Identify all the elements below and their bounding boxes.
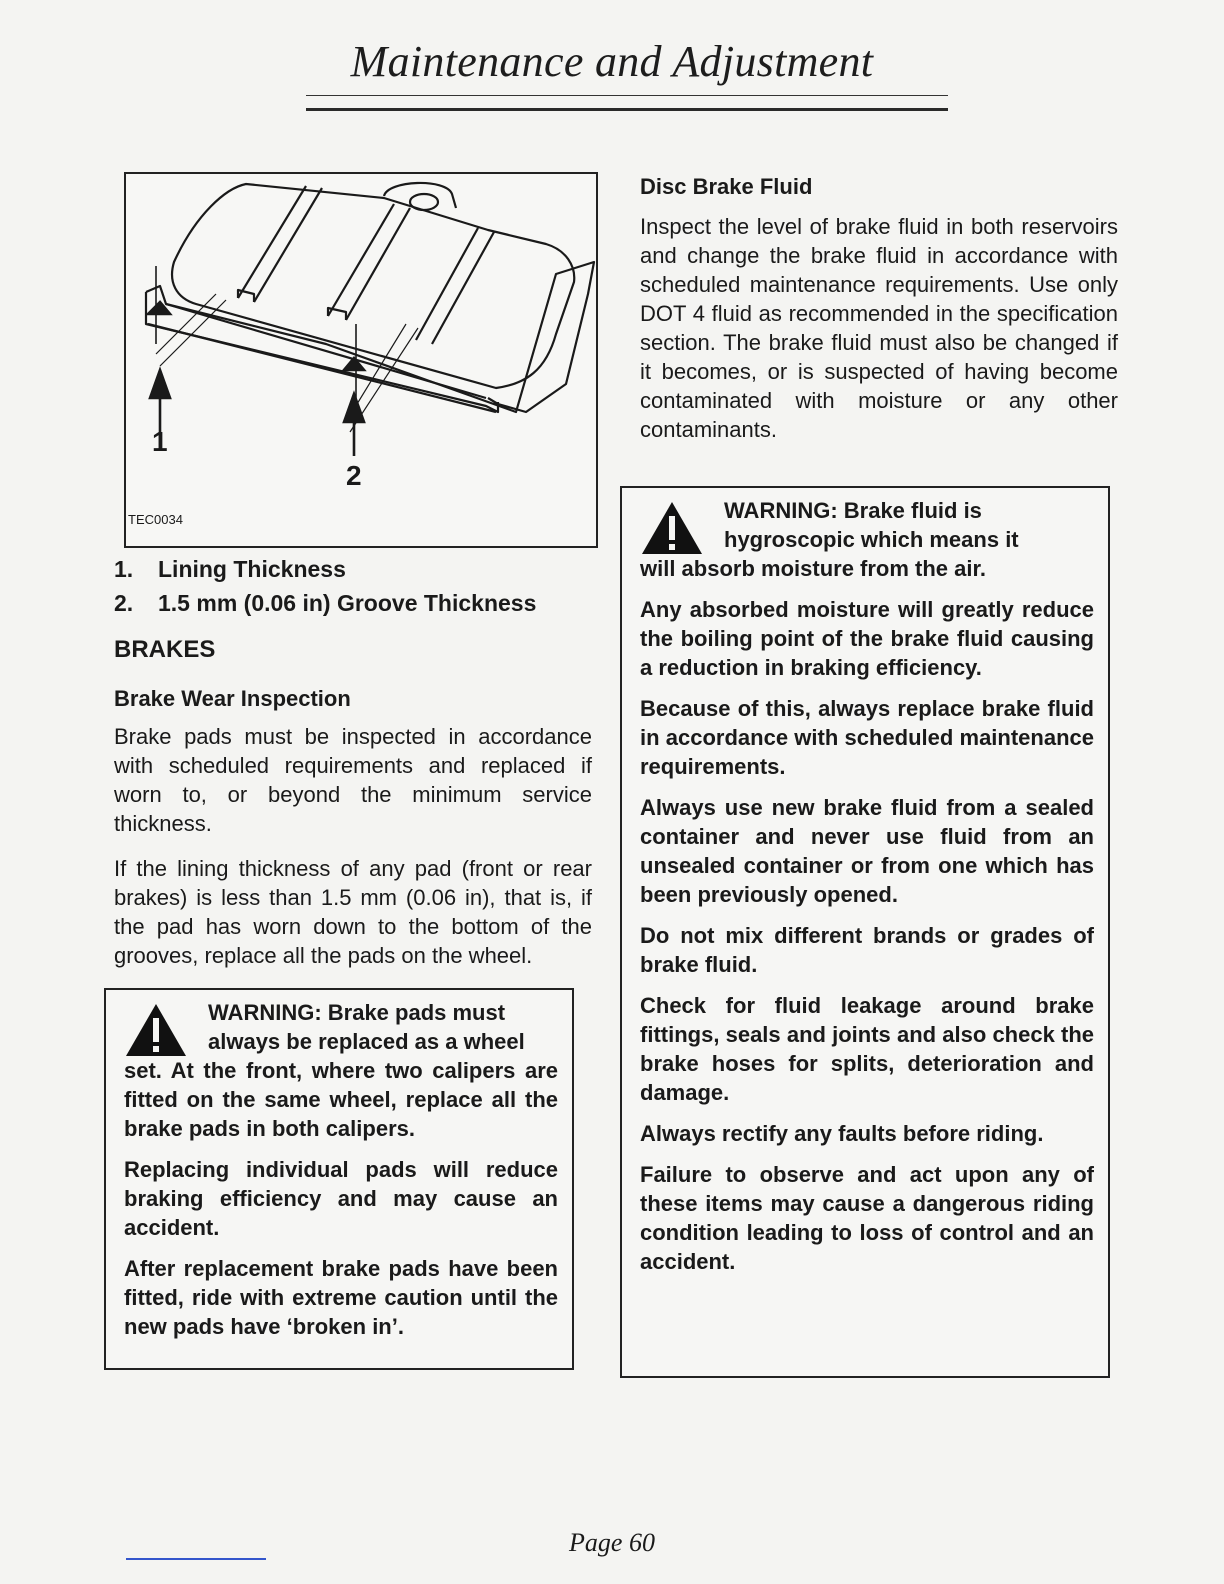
warning-heading-cont: always be replaced as a wheel (208, 1029, 525, 1054)
section-title-brakes: BRAKES (114, 636, 216, 663)
figure-captions (114, 552, 592, 620)
warning-paragraph: After replacement brake pads have been fitted, ride with extreme caution until the new pads have ‘broken in’. (124, 1256, 558, 1339)
warning-paragraph: Check for fluid leakage around brake fittings, seals and joints and also check the brake hoses for splits, deterioration and damage. (640, 993, 1094, 1105)
warning-paragraph: Replacing individual pads will reduce braking efficiency and may cause an accident. (124, 1157, 558, 1240)
figure-code: TEC0034 (128, 512, 183, 527)
warning-paragraph: Do not mix different brands or grades of brake fluid. (640, 923, 1094, 977)
warning-paragraph: Always rectify any faults before riding. (640, 1121, 1044, 1146)
paragraph: If the lining thickness of any pad (front or rear brakes) is less than 1.5 mm (0.06 in), that is, if the pad has worn down to the bottom of the grooves, replace all the pads on the wheel. (114, 856, 592, 968)
warning-heading: WARNING: Brake pads must (208, 1000, 506, 1025)
subsection-title-fluid: Disc Brake Fluid (640, 174, 813, 199)
caption-text: Lining Thickness (158, 556, 346, 582)
callout-2: 2 (346, 460, 362, 491)
warning-paragraph: Always use new brake fluid from a sealed container and never use fluid from an unsealed container or from one which has been previously opened. (640, 795, 1094, 907)
warning-box-brake-fluid (620, 486, 1110, 1378)
header-rule-thin (306, 95, 948, 96)
header-rule-thick (306, 108, 948, 111)
subsection-title-wear: Brake Wear Inspection (114, 686, 351, 711)
caption-number: 2. (114, 590, 134, 616)
warning-text: set. At the front, where two calipers are fitted on the same wheel, replace all the brake pads in both calipers. (124, 1058, 558, 1141)
brake-pad-figure (124, 172, 598, 548)
caption-item (114, 586, 592, 620)
warning-box-brake-pads (104, 988, 574, 1370)
page-number: Page 60 (569, 1528, 655, 1557)
right-column (640, 174, 1118, 444)
warning-intro (640, 496, 1094, 583)
warning-heading: WARNING: Brake fluid is (724, 498, 982, 523)
warning-triangle-icon (124, 1002, 188, 1065)
warning-intro (124, 998, 558, 1143)
warning-heading-cont: hygroscopic which means it (724, 527, 1019, 552)
page-header-title: Maintenance and Adjustment (350, 37, 874, 86)
paragraph: Brake pads must be inspected in accordance with scheduled requirements and replaced if worn to, or beyond the minimum service thickness. (114, 724, 592, 836)
left-column (114, 636, 592, 970)
caption-text: 1.5 mm (0.06 in) Groove Thickness (158, 590, 537, 616)
caption-item (114, 552, 592, 586)
warning-paragraph: Failure to observe and act upon any of these items may cause a dangerous riding condition leading to loss of control and an accident. (640, 1162, 1094, 1274)
warning-paragraph: Any absorbed moisture will greatly reduce the boiling point of the brake fluid causing a reduction in braking efficiency. (640, 597, 1094, 680)
caption-number: 1. (114, 556, 134, 582)
footer-link-underline (126, 1558, 266, 1560)
warning-text: will absorb moisture from the air. (640, 556, 986, 581)
warning-triangle-icon (640, 500, 704, 563)
callout-1: 1 (152, 426, 168, 457)
paragraph: Inspect the level of brake fluid in both reservoirs and change the brake fluid in accordance with scheduled maintenance requirements. Use only DOT 4 fluid as recommended in the specification section. The brake fluid must also be changed if it becomes, or is suspected of having become contaminated with moisture or any other contaminants. (640, 214, 1118, 442)
warning-paragraph: Because of this, always replace brake fluid in accordance with scheduled maintenance requirements. (640, 696, 1094, 779)
